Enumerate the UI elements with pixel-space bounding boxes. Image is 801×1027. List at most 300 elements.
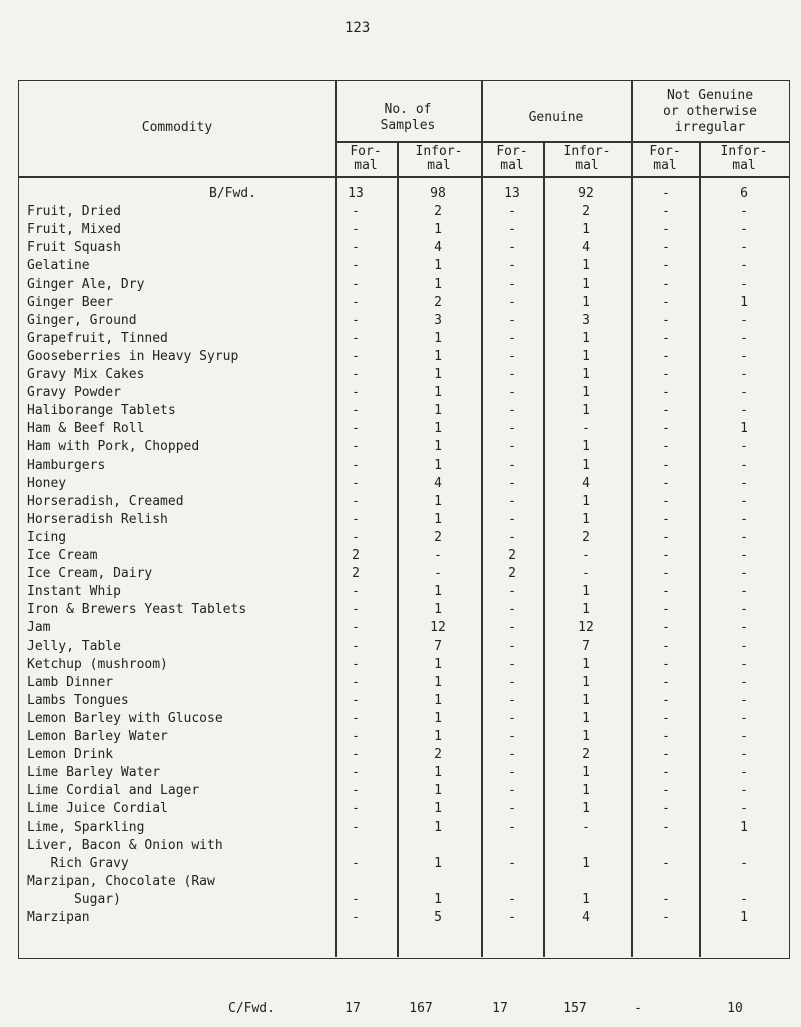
- cell: -: [662, 204, 670, 220]
- cell: -: [508, 584, 516, 600]
- header-samples-line2: Samples: [380, 118, 436, 133]
- cell: 1: [582, 367, 590, 382]
- cell: -: [662, 910, 670, 925]
- table-row: [19, 710, 791, 728]
- cell: -: [508, 222, 516, 238]
- header-formal: mal: [500, 158, 524, 173]
- cell: -: [352, 403, 360, 419]
- commodity-name: Ice Cream, Dairy: [27, 566, 153, 582]
- cell: -: [582, 819, 590, 835]
- cell: -: [740, 692, 748, 708]
- cell: -: [508, 620, 516, 636]
- cell: -: [740, 674, 748, 690]
- commodity-name: Ginger, Ground: [27, 312, 137, 328]
- cell: -: [352, 222, 360, 238]
- header-genuine: Genuine: [528, 110, 584, 125]
- commodity-name: Lemon Barley with Glucose: [27, 710, 223, 726]
- cell: -: [662, 584, 670, 600]
- cell: 1: [740, 819, 748, 835]
- cell: 7: [582, 638, 590, 654]
- cell: -: [662, 186, 670, 201]
- cell: -: [508, 439, 516, 455]
- table-row: [19, 674, 791, 692]
- cell: -: [352, 457, 360, 473]
- cell: 2: [352, 548, 360, 563]
- cell: -: [662, 855, 670, 871]
- cell: -: [582, 566, 590, 582]
- table-row: [19, 493, 791, 511]
- cell: -: [662, 330, 670, 346]
- header-not-genuine-line3: irregular: [674, 120, 746, 135]
- page-number: 123: [345, 20, 371, 36]
- cell: -: [662, 529, 670, 545]
- cell: -: [662, 511, 670, 527]
- cell: -: [352, 294, 360, 310]
- cell: -: [352, 729, 360, 744]
- cell: 2: [434, 747, 442, 763]
- cell: 1: [740, 294, 748, 310]
- cell: -: [740, 529, 748, 545]
- cell: -: [662, 439, 670, 455]
- cell: -: [662, 240, 670, 256]
- cell: -: [508, 330, 516, 346]
- cell: -: [740, 511, 748, 527]
- table-row: [19, 420, 791, 438]
- cell: -: [508, 891, 516, 907]
- table-row: [19, 891, 791, 909]
- cell: 2: [434, 529, 442, 545]
- cell: 1: [434, 584, 442, 600]
- cell: 1: [582, 511, 590, 527]
- cell: -: [740, 656, 748, 672]
- header-not-genuine-line1: Not Genuine: [666, 88, 754, 103]
- cell: -: [740, 240, 748, 256]
- cell: 2: [434, 294, 442, 310]
- cell: -: [352, 910, 360, 925]
- commodity-name: Icing: [27, 529, 67, 545]
- cell: 2: [582, 529, 590, 545]
- header-informal: mal: [732, 158, 756, 173]
- cell: -: [352, 330, 360, 346]
- cell: -: [740, 855, 748, 871]
- table-row: [19, 511, 791, 529]
- header-formal: mal: [354, 158, 378, 173]
- commodity-name: Fruit, Dried: [27, 204, 121, 220]
- cell: -: [352, 638, 360, 654]
- header-informal: Infor-: [720, 144, 768, 159]
- cell: 1: [434, 457, 442, 473]
- commodity-name: Gravy Mix Cakes: [27, 367, 145, 382]
- cell: -: [508, 421, 516, 437]
- cell: 12: [430, 620, 446, 636]
- cell: 4: [434, 240, 442, 256]
- row-divider: [19, 176, 789, 178]
- cell: 10: [727, 1001, 743, 1016]
- cell: -: [508, 656, 516, 672]
- cell: 157: [563, 1001, 587, 1016]
- table-row: [19, 294, 791, 312]
- cell: -: [352, 493, 360, 509]
- cell: 1: [434, 258, 442, 274]
- cell: 2: [582, 204, 590, 220]
- cell: 1: [434, 674, 442, 690]
- cell: -: [508, 747, 516, 763]
- cell: 1: [582, 222, 590, 238]
- cell: -: [662, 222, 670, 238]
- cell: 1: [582, 765, 590, 781]
- cell: -: [508, 312, 516, 328]
- cell: -: [740, 475, 748, 491]
- cell: -: [508, 783, 516, 799]
- cell: -: [352, 674, 360, 690]
- table-row: [19, 819, 791, 837]
- cell: 5: [434, 910, 442, 925]
- cell: 1: [434, 855, 442, 871]
- cell: 1: [582, 258, 590, 274]
- cell: -: [662, 710, 670, 726]
- header-informal: Infor-: [415, 144, 463, 159]
- cell: -: [740, 330, 748, 346]
- cell: -: [662, 638, 670, 654]
- table-row: [19, 366, 791, 384]
- header-samples-line1: No. of: [384, 102, 432, 117]
- cell: -: [662, 783, 670, 799]
- cell: 1: [434, 348, 442, 364]
- cell: -: [662, 656, 670, 672]
- cell: 1: [434, 801, 442, 817]
- cell: 1: [434, 385, 442, 401]
- table-row: [19, 457, 791, 475]
- table-row: [19, 728, 791, 746]
- cell: -: [508, 855, 516, 871]
- commodity-name: Grapefruit, Tinned: [27, 330, 168, 346]
- cell: -: [662, 294, 670, 310]
- cell: -: [740, 493, 748, 509]
- table-row: [19, 601, 791, 619]
- cell: -: [740, 566, 748, 582]
- header-not-genuine-line2: or otherwise: [663, 104, 757, 119]
- cell: 13: [348, 186, 364, 201]
- table-row: [19, 565, 791, 583]
- cell: 1: [582, 493, 590, 509]
- cell: 1: [434, 330, 442, 346]
- cell: -: [740, 729, 748, 744]
- cell: 2: [582, 747, 590, 763]
- cell: -: [508, 638, 516, 654]
- cell: 1: [582, 783, 590, 799]
- cell: -: [508, 240, 516, 256]
- header-formal: mal: [653, 158, 677, 173]
- table-row: [19, 330, 791, 348]
- table-row: [19, 475, 791, 493]
- commodity-name: Jelly, Table: [27, 638, 121, 654]
- commodity-name: Fruit Squash: [27, 240, 121, 256]
- cell: 1: [582, 602, 590, 618]
- header-informal: mal: [575, 158, 599, 173]
- cell: -: [434, 566, 442, 582]
- commodity-name: Horseradish, Creamed: [27, 493, 184, 509]
- commodity-name: Lemon Barley Water: [27, 729, 168, 744]
- cell: -: [740, 710, 748, 726]
- cell: -: [508, 511, 516, 527]
- cell: -: [662, 475, 670, 491]
- cell: -: [740, 276, 748, 292]
- cell: -: [740, 747, 748, 763]
- table-row: [19, 185, 791, 203]
- commodity-name: Ice Cream: [27, 548, 98, 563]
- cell: -: [662, 801, 670, 817]
- cell: -: [508, 493, 516, 509]
- table-row: [19, 221, 791, 239]
- cell: 98: [430, 186, 446, 201]
- cell: 1: [582, 348, 590, 364]
- cell: 2: [508, 566, 516, 582]
- cell: 4: [434, 475, 442, 491]
- commodity-name: Marzipan, Chocolate (Raw: [27, 873, 215, 889]
- cell: 4: [582, 475, 590, 491]
- cell: -: [508, 801, 516, 817]
- cell: -: [352, 204, 360, 220]
- cell: -: [508, 258, 516, 274]
- cell: -: [740, 385, 748, 401]
- cell: -: [508, 204, 516, 220]
- cell: -: [740, 258, 748, 274]
- cell: -: [508, 294, 516, 310]
- cell: 1: [582, 457, 590, 473]
- cell: -: [352, 258, 360, 274]
- commodity-name: Liver, Bacon & Onion with: [27, 837, 223, 853]
- cell: -: [740, 312, 748, 328]
- cell: 92: [578, 186, 594, 201]
- cell: 3: [582, 312, 590, 328]
- cell: -: [740, 403, 748, 419]
- cell: 1: [582, 656, 590, 672]
- cell: -: [662, 493, 670, 509]
- cell: -: [662, 348, 670, 364]
- cell: 1: [434, 710, 442, 726]
- cell: -: [662, 403, 670, 419]
- cell: -: [740, 348, 748, 364]
- commodity-name: Lime, Sparkling: [27, 819, 145, 835]
- cell: -: [352, 855, 360, 871]
- cell: 1: [434, 511, 442, 527]
- cell: -: [352, 421, 360, 437]
- header-formal: For-: [350, 144, 382, 159]
- cell: -: [508, 348, 516, 364]
- cell: -: [352, 747, 360, 763]
- cell: 12: [578, 620, 594, 636]
- table-row: [19, 239, 791, 257]
- table-row: [19, 855, 791, 873]
- cell: -: [662, 566, 670, 582]
- cell: -: [352, 312, 360, 328]
- commodity-name: Honey: [27, 475, 67, 491]
- header-formal: For-: [649, 144, 681, 159]
- cell: 1: [582, 801, 590, 817]
- cell: -: [508, 276, 516, 292]
- cell: -: [352, 529, 360, 545]
- cell: 2: [508, 548, 516, 563]
- table-row: [19, 656, 791, 674]
- cell: -: [634, 1001, 642, 1016]
- commodity-name: Lime Barley Water: [27, 765, 161, 781]
- table-row: [19, 746, 791, 764]
- cell: -: [352, 891, 360, 907]
- table-row: [19, 837, 791, 855]
- cell: -: [508, 602, 516, 618]
- table-row: [19, 348, 791, 366]
- cell: 1: [434, 656, 442, 672]
- cell: -: [662, 747, 670, 763]
- cell: 1: [434, 276, 442, 292]
- cell: 1: [434, 783, 442, 799]
- carried-forward-row: [0, 1000, 801, 1018]
- commodity-name: Jam: [27, 620, 51, 636]
- commodity-name: Lime Juice Cordial: [27, 801, 168, 817]
- cell: -: [352, 385, 360, 401]
- cell: -: [352, 656, 360, 672]
- cell: 1: [434, 692, 442, 708]
- cell: -: [508, 674, 516, 690]
- cell: -: [352, 276, 360, 292]
- commodity-name: Ham with Pork, Chopped: [27, 439, 200, 455]
- cell: -: [508, 910, 516, 925]
- commodity-name: Ham & Beef Roll: [27, 421, 145, 437]
- header-informal: mal: [427, 158, 451, 173]
- cell: -: [662, 602, 670, 618]
- cell: -: [740, 457, 748, 473]
- commodity-name: Lemon Drink: [27, 747, 114, 763]
- cell: 1: [434, 493, 442, 509]
- commodity-name: Haliborange Tablets: [27, 403, 176, 419]
- cell: 3: [434, 312, 442, 328]
- cell: -: [740, 602, 748, 618]
- commodity-name: B/Fwd.: [209, 186, 256, 201]
- table-row: [19, 782, 791, 800]
- cell: 1: [582, 855, 590, 871]
- commodity-name: Hamburgers: [27, 457, 106, 473]
- commodity-name: Lambs Tongues: [27, 692, 129, 708]
- cell: 1: [582, 294, 590, 310]
- commodity-name: Ginger Beer: [27, 294, 114, 310]
- cell: -: [662, 276, 670, 292]
- table-row: [19, 638, 791, 656]
- cell: -: [508, 729, 516, 744]
- table-row: [19, 619, 791, 637]
- table-row: [19, 203, 791, 221]
- cell: 1: [434, 891, 442, 907]
- cell: -: [662, 258, 670, 274]
- cell: -: [740, 367, 748, 382]
- cell: -: [740, 548, 748, 563]
- cell: -: [508, 710, 516, 726]
- cell: -: [740, 222, 748, 238]
- cell: 1: [582, 729, 590, 744]
- cell: 1: [740, 421, 748, 437]
- cell: -: [740, 620, 748, 636]
- cell: 2: [434, 204, 442, 220]
- table-row: [19, 402, 791, 420]
- cell: -: [352, 367, 360, 382]
- cell: -: [352, 511, 360, 527]
- cell: 1: [740, 910, 748, 925]
- cell: -: [352, 602, 360, 618]
- cell: -: [352, 475, 360, 491]
- cell: 1: [582, 692, 590, 708]
- cell: 1: [582, 330, 590, 346]
- commodity-name: Ginger Ale, Dry: [27, 276, 145, 292]
- cell: -: [582, 421, 590, 437]
- cell: -: [352, 240, 360, 256]
- cell: 167: [409, 1001, 433, 1016]
- table-row: [19, 547, 791, 565]
- cell: -: [662, 421, 670, 437]
- table-row: [19, 384, 791, 402]
- cell: -: [508, 403, 516, 419]
- cell: -: [662, 548, 670, 563]
- cell: -: [508, 367, 516, 382]
- commodity-name: Gelatine: [27, 258, 90, 274]
- cell: 17: [345, 1001, 361, 1016]
- commodity-table: [18, 80, 790, 959]
- cell: -: [740, 439, 748, 455]
- cell: -: [662, 367, 670, 382]
- cell: -: [740, 765, 748, 781]
- commodity-name: Rich Gravy: [27, 855, 129, 871]
- commodity-name: Ketchup (mushroom): [27, 656, 168, 672]
- cell: 1: [434, 403, 442, 419]
- cell: -: [508, 385, 516, 401]
- cell: 1: [434, 222, 442, 238]
- cell: 13: [504, 186, 520, 201]
- cell: -: [662, 620, 670, 636]
- cell: -: [740, 891, 748, 907]
- cell: -: [740, 801, 748, 817]
- carried-forward-label: C/Fwd.: [228, 1001, 275, 1016]
- cell: 1: [582, 584, 590, 600]
- cell: 1: [582, 385, 590, 401]
- commodity-name: Instant Whip: [27, 584, 121, 600]
- table-row: [19, 257, 791, 275]
- cell: 1: [434, 819, 442, 835]
- commodity-name: Fruit, Mixed: [27, 222, 121, 238]
- cell: 4: [582, 910, 590, 925]
- cell: 17: [492, 1001, 508, 1016]
- table-row: [19, 692, 791, 710]
- cell: 1: [434, 765, 442, 781]
- cell: -: [434, 548, 442, 563]
- commodity-name: Sugar): [27, 891, 121, 907]
- cell: -: [662, 891, 670, 907]
- table-row: [19, 873, 791, 891]
- cell: -: [352, 439, 360, 455]
- cell: -: [352, 783, 360, 799]
- commodity-name: Lamb Dinner: [27, 674, 114, 690]
- cell: 1: [582, 674, 590, 690]
- cell: -: [740, 584, 748, 600]
- cell: -: [352, 801, 360, 817]
- cell: -: [662, 385, 670, 401]
- cell: -: [508, 475, 516, 491]
- commodity-name: Iron & Brewers Yeast Tablets: [27, 602, 247, 618]
- cell: 4: [582, 240, 590, 256]
- cell: 1: [434, 602, 442, 618]
- cell: 1: [434, 729, 442, 744]
- cell: -: [508, 765, 516, 781]
- cell: -: [662, 692, 670, 708]
- cell: 1: [434, 367, 442, 382]
- cell: 1: [582, 276, 590, 292]
